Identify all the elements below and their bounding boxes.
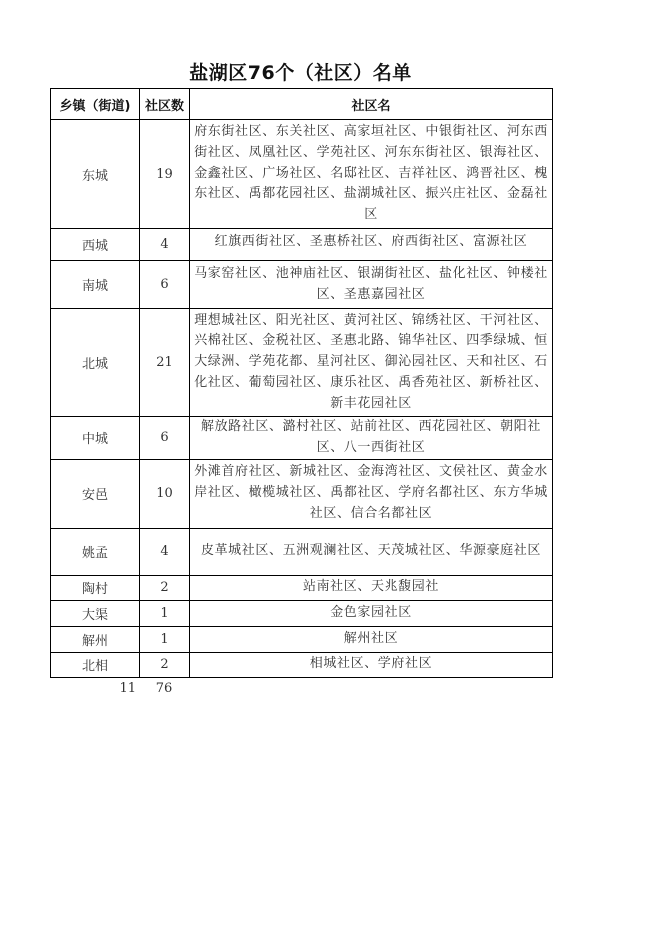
names-cell: 金色家园社区 xyxy=(190,600,553,626)
table-row xyxy=(51,626,553,652)
names-cell: 马家窑社区、池神庙社区、银湖街社区、盐化社区、钟楼社区、圣惠嘉园社区 xyxy=(190,261,553,309)
table-row xyxy=(51,261,553,309)
count-cell: 6 xyxy=(140,261,190,309)
names-cell: 解州社区 xyxy=(190,626,553,652)
table-row xyxy=(51,459,553,528)
town-cell: 大渠 xyxy=(51,600,140,626)
table-row xyxy=(51,652,553,677)
table-row xyxy=(51,575,553,600)
table-row xyxy=(51,417,553,460)
town-cell: 东城 xyxy=(51,120,140,229)
table-row xyxy=(51,600,553,626)
count-cell: 21 xyxy=(140,309,190,417)
table-row xyxy=(51,309,553,417)
header-count: 社区数 xyxy=(140,89,190,120)
names-cell: 解放路社区、潞村社区、站前社区、西花园社区、朝阳社区、八一西街社区 xyxy=(190,417,553,460)
count-cell: 10 xyxy=(140,459,190,528)
town-cell: 解州 xyxy=(51,626,140,652)
names-cell: 理想城社区、阳光社区、黄河社区、锦绣社区、干河社区、兴棉社区、金税社区、圣惠北路、锦华社区、四季绿城、恒大绿洲、学苑花都、星河社区、御沁园社区、天和社区、石化社区、葡萄园社区、康乐社区、禹香苑社区、新桥社区、新丰花园社区 xyxy=(190,309,553,417)
table-row xyxy=(51,528,553,575)
names-cell: 外滩首府社区、新城社区、金海湾社区、文侯社区、黄金水岸社区、橄榄城社区、禹都社区、学府名都社区、东方华城社区、信合名都社区 xyxy=(190,459,553,528)
count-cell: 2 xyxy=(140,652,190,677)
names-cell: 府东街社区、东关社区、高家垣社区、中银街社区、河东西街社区、凤凰社区、学苑社区、河东东街社区、银海社区、金鑫社区、广场社区、名邸社区、吉祥社区、鸿晋社区、槐东社区、禹都花园社区、盐湖城社区、振兴庄社区、金磊社区 xyxy=(190,120,553,229)
count-cell: 1 xyxy=(140,600,190,626)
table-row xyxy=(51,229,553,261)
town-cell: 西城 xyxy=(51,229,140,261)
count-cell: 4 xyxy=(140,229,190,261)
town-cell: 陶村 xyxy=(51,575,140,600)
table-row xyxy=(51,120,553,229)
names-cell: 皮革城社区、五洲观澜社区、天茂城社区、华源豪庭社区 xyxy=(190,528,553,575)
header-row xyxy=(51,89,553,120)
count-cell: 6 xyxy=(140,417,190,460)
page-title: 盐湖区76个（社区）名单 xyxy=(189,62,412,84)
names-cell xyxy=(190,229,553,261)
header-names: 社区名 xyxy=(190,89,553,120)
town-cell: 北城 xyxy=(51,309,140,417)
total-towns: 11 xyxy=(119,681,136,696)
total-communities: 76 xyxy=(155,681,173,696)
names-cell: 站南社区、天兆馥园社 xyxy=(190,575,553,600)
names-cell: 相城社区、学府社区 xyxy=(190,652,553,677)
town-cell: 南城 xyxy=(51,261,140,309)
town-cell: 中城 xyxy=(51,417,140,460)
count-cell: 4 xyxy=(140,528,190,575)
town-cell: 安邑 xyxy=(51,459,140,528)
count-cell: 2 xyxy=(140,575,190,600)
count-cell: 19 xyxy=(140,120,190,229)
community-table xyxy=(50,88,553,678)
town-cell: 北相 xyxy=(51,652,140,677)
header-town: 乡镇（街道) xyxy=(51,89,140,120)
town-cell: 姚孟 xyxy=(51,528,140,575)
names-clip: 红旗西街社区、圣惠桥社区、府西街社区、富源社区 xyxy=(214,234,528,249)
count-cell: 1 xyxy=(140,626,190,652)
